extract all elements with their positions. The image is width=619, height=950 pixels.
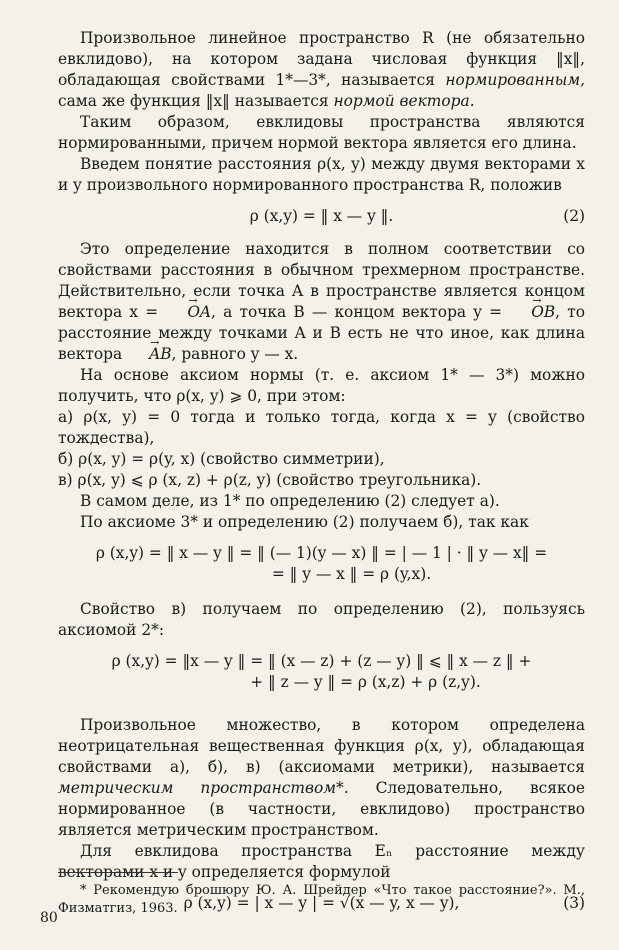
- footnote-rule: [58, 872, 178, 873]
- formula-3-body: ρ (x,y) = | x — y | = √(x — y, x — y),: [183, 894, 460, 912]
- property-b: б) ρ(x, y) = ρ(y, x) (свойство симметрии),: [58, 450, 385, 468]
- formula-3-number: (3): [563, 894, 585, 912]
- equation-triangle: [58, 651, 585, 693]
- equation-symmetry: [58, 543, 585, 585]
- term-normed: нормированным,: [445, 71, 585, 89]
- paragraph-normed-space: Произвольное линейное пространство R (не обязательно евклидово), на котором задана числовая функция ‖x‖, обладающая свойствами 1*—3*, называется нормированным, сама же функция ‖x‖ называется нормой вектора.: [58, 29, 585, 110]
- paragraph-proof-a: В самом деле, из 1* по определению (2) следует а).: [80, 492, 500, 510]
- equation-triangle-line-2: + ‖ z — y ‖ = ρ (x,z) + ρ (z,y).: [250, 673, 481, 691]
- paragraph-proof-c: Свойство в) получаем по определению (2), пользуясь аксиомой 2*:: [58, 600, 585, 639]
- formula-2-body: ρ (x,y) = ‖ x — y ‖.: [249, 207, 394, 225]
- paragraph-euclidean-normed: Таким образом, евклидовы пространства являются нормированными, причем нормой вектора является его длина.: [58, 113, 585, 152]
- paragraph-distance-intro: Введем понятие расстояния ρ(x, y) между двумя векторами x и y произвольного нормированного пространства R, положив: [58, 155, 585, 194]
- vector-ab: → AB: [127, 344, 171, 365]
- formula-2: [58, 206, 585, 227]
- term-vector-norm: нормой вектора.: [333, 92, 475, 110]
- page-number: 80: [40, 910, 58, 926]
- equation-triangle-line-1: ρ (x,y) = ‖x — y ‖ = ‖ (x — z) + (z — y) ‖ ⩽ ‖ x — z ‖ +: [111, 652, 532, 670]
- paragraph-euclidean-distance: Для евклидова пространства Eₙ расстояние между векторами x и y определяется формулой: [58, 842, 585, 881]
- paragraph-proof-b: По аксиоме 3* и определению (2) получаем б), так как: [80, 513, 529, 531]
- vector-oa: → OA: [165, 302, 211, 323]
- property-a: а) ρ(x, y) = 0 тогда и только тогда, когда x = y (свойство тождества),: [58, 408, 585, 447]
- vector-ob: → OB: [509, 302, 555, 323]
- equation-symmetry-line-1: ρ (x,y) = ‖ x — y ‖ = ‖ (— 1)(y — x) ‖ = | — 1 | · ‖ y — x‖ =: [95, 544, 548, 562]
- equation-symmetry-line-2: = ‖ y — x ‖ = ρ (y,x).: [271, 565, 432, 583]
- footnote: * Рекомендую брошюру Ю. А. Шрейдер «Что такое расстояние?». М., Физматгиз, 1963.: [58, 883, 585, 916]
- formula-2-number: (2): [563, 207, 585, 225]
- property-c: в) ρ(x, y) ⩽ ρ (x, z) + ρ(z, y) (свойство треугольника).: [58, 471, 482, 489]
- term-metric-space: метрическим пространством: [58, 779, 336, 797]
- paragraph-metric-space: Произвольное множество, в котором определена неотрицательная вещественная функция ρ(x, y), обладающая свойствами а), б), в) (аксиомами метрики), называется метрическим пространством*. Следовательно, всякое нормированное (в частности, евклидово) пространство является метрическим пространством.: [58, 716, 585, 839]
- paragraph-3d-analogy: Это определение находится в полном соответствии со свойствами расстояния в обычном трехмерном пространстве. Действительно, если точка A в пространстве является концом вектора x = → OA, а точка B — концом вектора y = → OB, то расстояние между точками A и B есть не что иное, как длина вектора → AB, равного y — x.: [58, 239, 585, 365]
- paragraph-norm-axioms: На основе аксиом нормы (т. е. аксиом 1* — 3*) можно получить, что ρ(x, y) ⩾ 0, при этом:: [58, 366, 585, 405]
